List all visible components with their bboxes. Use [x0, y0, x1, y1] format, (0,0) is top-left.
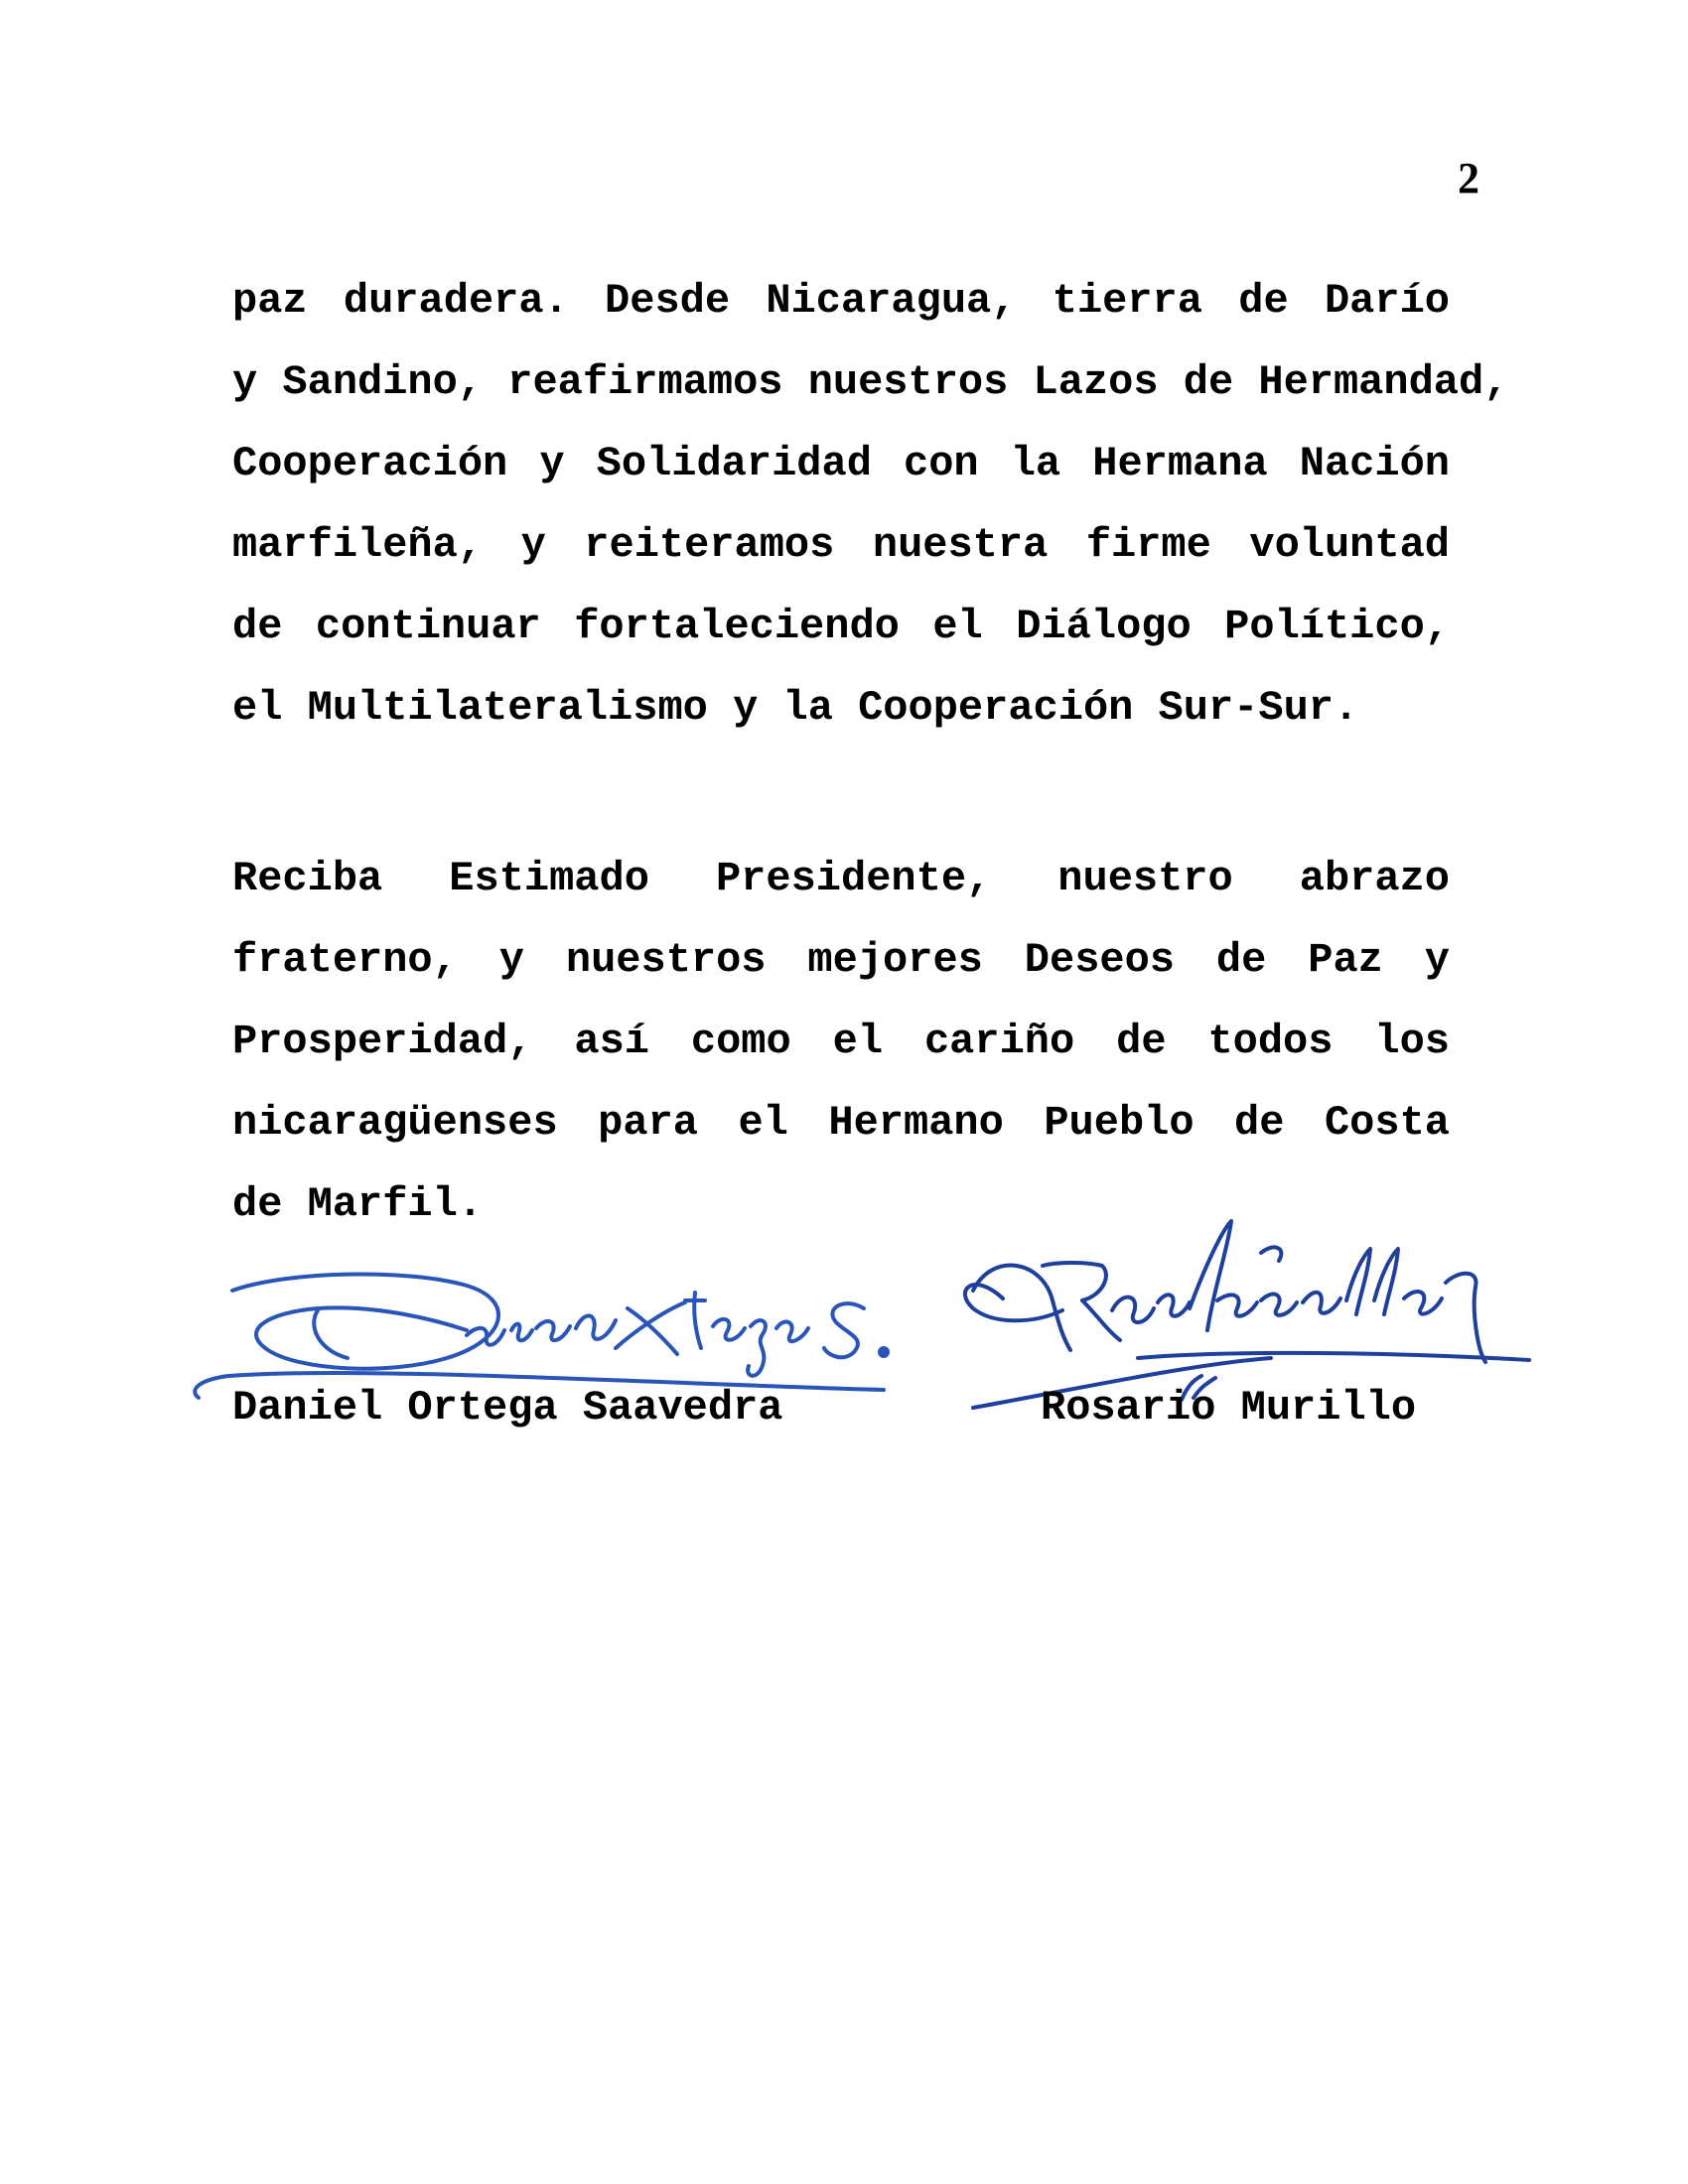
paragraph-line: de Marfil.: [232, 1180, 484, 1228]
signer-name-left: Daniel Ortega Saavedra: [232, 1384, 783, 1432]
paragraph-line: nicaragüenses para el Hermano Pueblo de Costa: [232, 1099, 1450, 1147]
paragraph-line: Reciba Estimado Presidente, nuestro abrazo: [232, 855, 1450, 902]
paragraph-line: el Multilateralismo y la Cooperación Sur-Sur.: [232, 684, 1359, 732]
paragraph-line: Prosperidad, así como el cariño de todos los: [232, 1018, 1450, 1065]
paragraph-line: de continuar fortaleciendo el Diálogo Político,: [232, 603, 1450, 650]
signature-left: [169, 1231, 894, 1400]
letter-paragraph-closing-statement: [232, 260, 1509, 749]
paragraph-line: paz duradera. Desde Nicaragua, tierra de Darío: [232, 277, 1450, 325]
paragraph-line: marfileña, y reiteramos nuestra firme voluntad: [232, 521, 1450, 569]
signer-name-right: Rosario Murillo: [1041, 1384, 1417, 1432]
paragraph-line: y Sandino, reafirmamos nuestros Lazos de Hermandad,: [232, 358, 1509, 406]
paragraph-line: fraterno, y nuestros mejores Deseos de Paz y: [232, 936, 1450, 984]
letter-paragraph-greeting: [232, 838, 1450, 1245]
page-number: 2: [1458, 154, 1479, 203]
paragraph-line: Cooperación y Solidaridad con la Hermana Nación: [232, 440, 1450, 487]
